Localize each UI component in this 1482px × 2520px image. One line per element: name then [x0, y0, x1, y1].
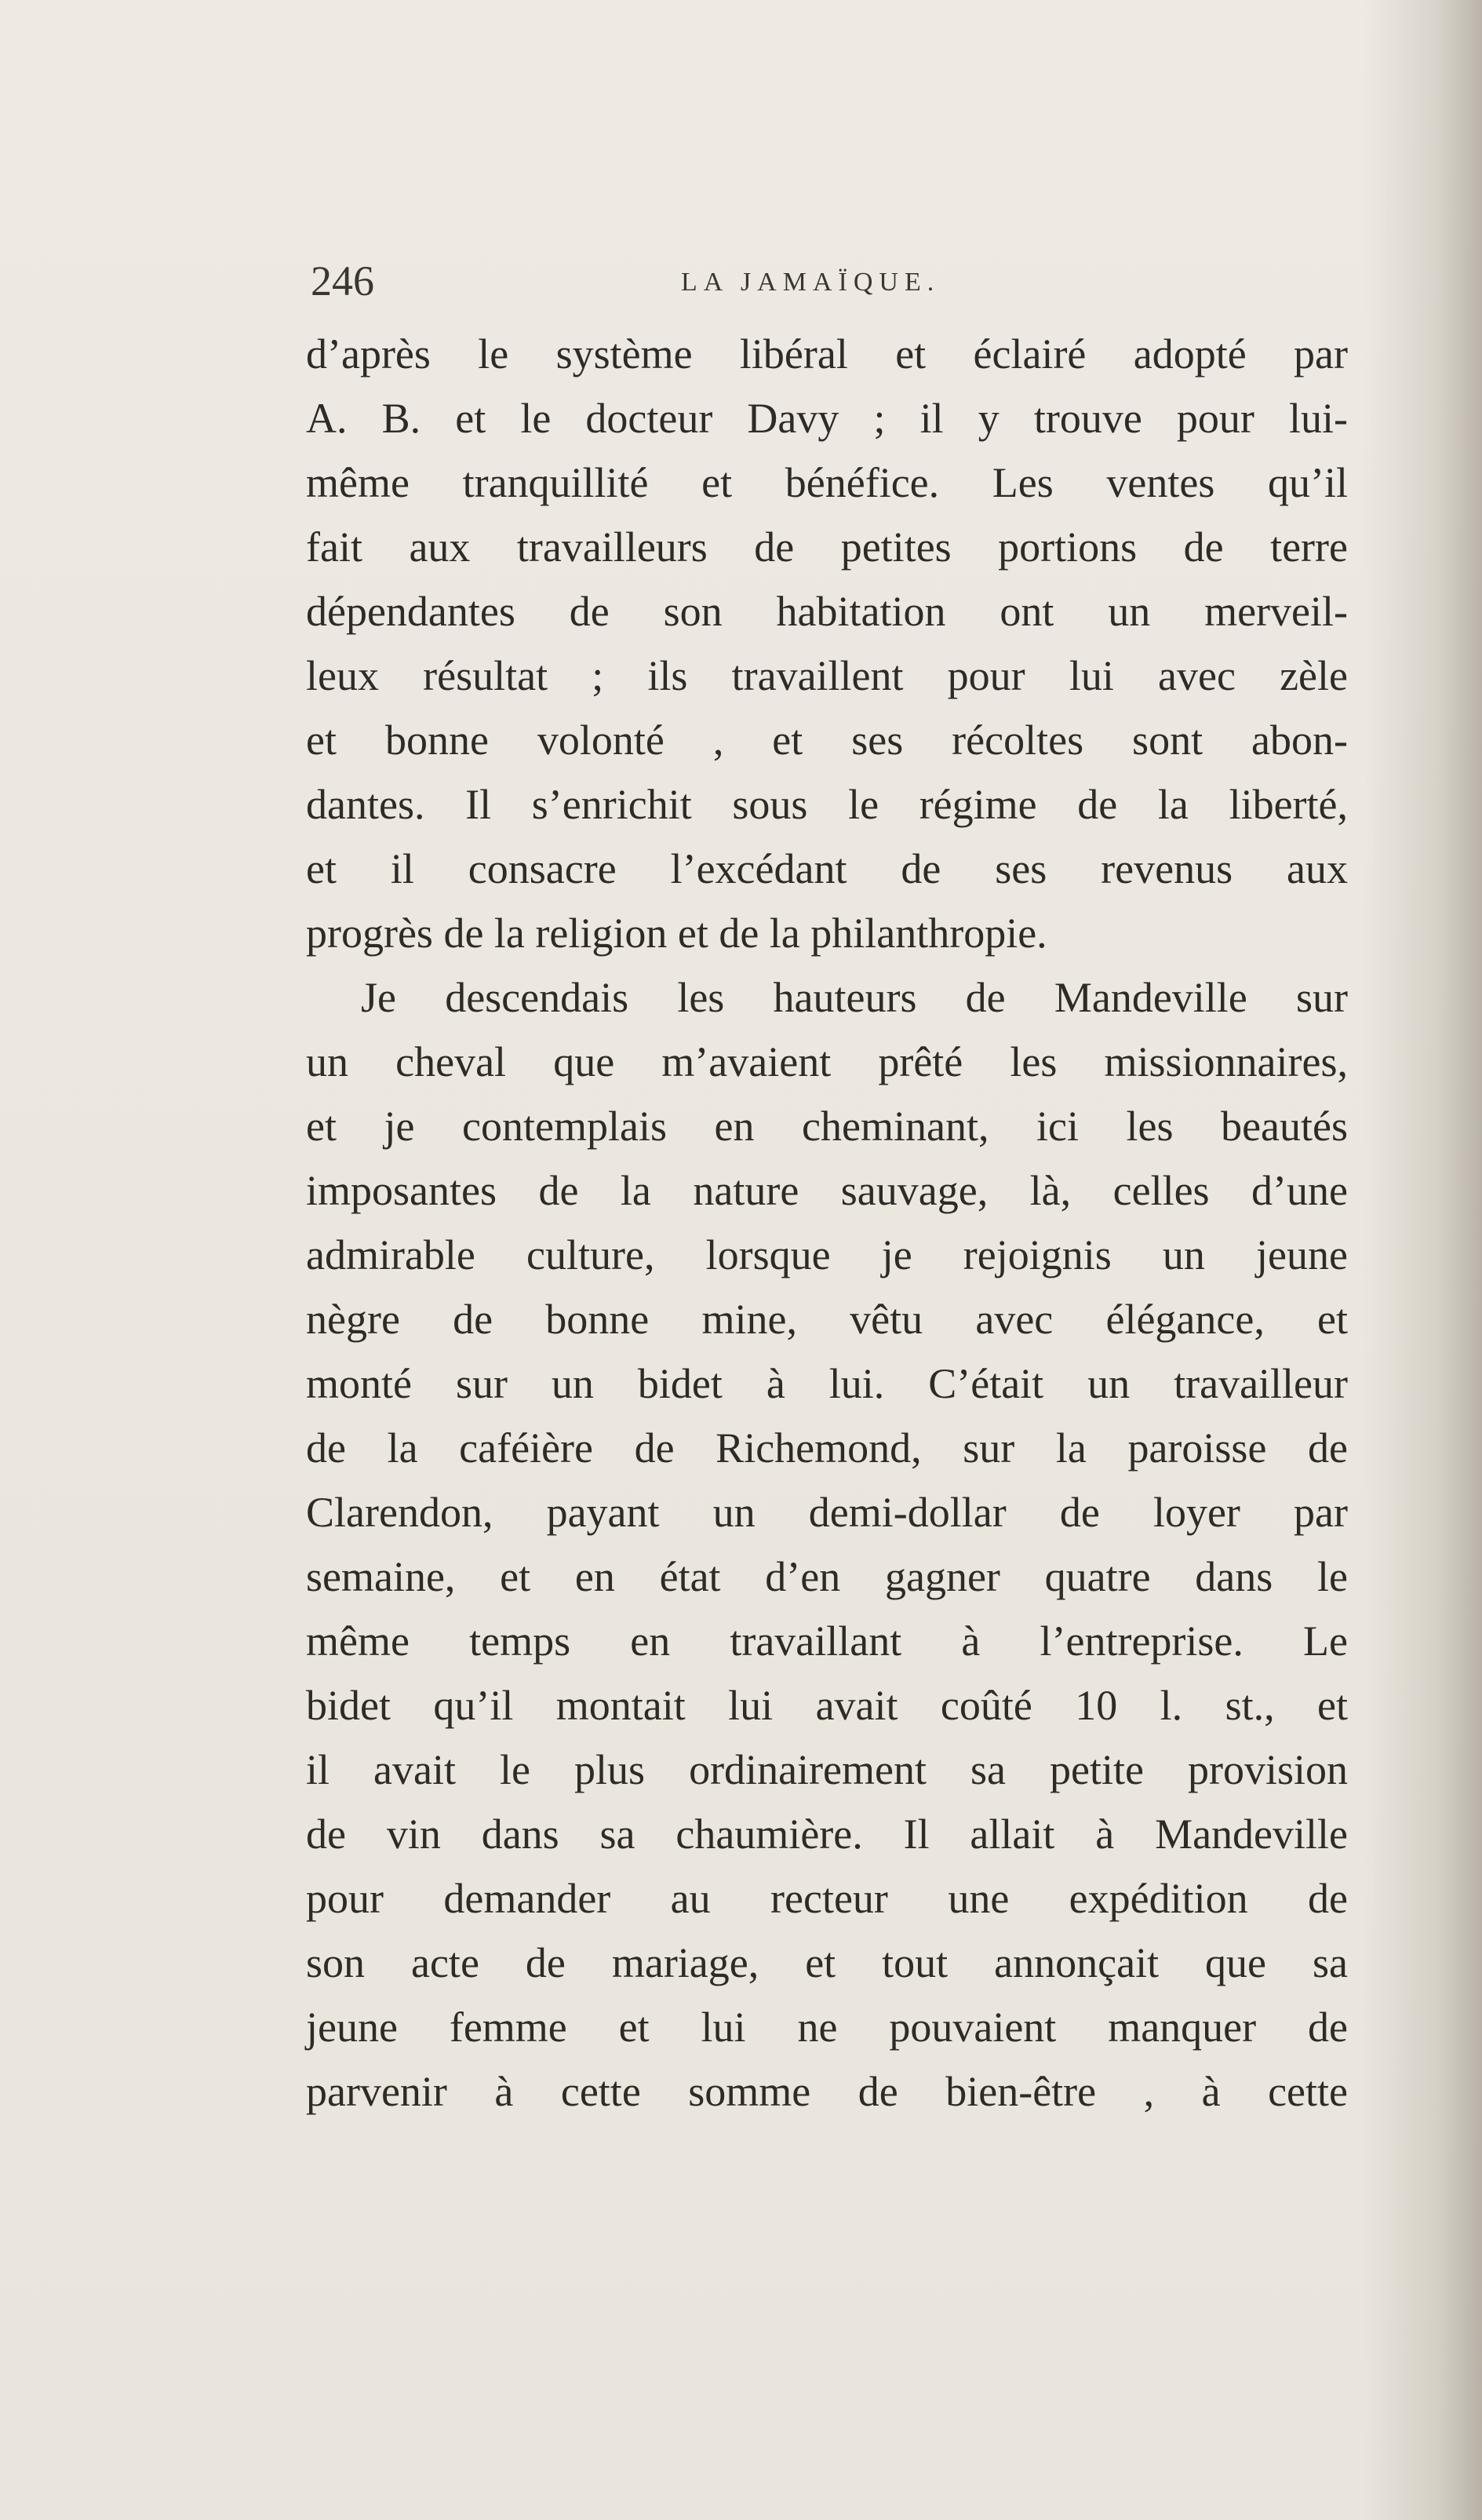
text-line: il avait le plus ordinairement sa petite provision — [306, 1746, 1348, 1793]
page-header — [311, 250, 1346, 312]
body-text — [306, 322, 1348, 2124]
text-line: leux résultat ; ils travaillent pour lui avec zèle — [306, 652, 1348, 699]
text-line: dantes. Il s’enrichit sous le régime de la liberté, — [306, 781, 1348, 828]
text-line: et je contemplais en cheminant, ici les beautés — [306, 1103, 1348, 1150]
text-line: d’après le système libéral et éclairé adopté par — [306, 330, 1348, 377]
text-line: semaine, et en état d’en gagner quatre dans le — [306, 1553, 1348, 1600]
text-line: Je descendais les hauteurs de Mandeville sur — [361, 974, 1348, 1021]
text-line: parvenir à cette somme de bien-être , à cette — [306, 2068, 1348, 2115]
text-line: monté sur un bidet à lui. C’était un travailleur — [306, 1360, 1348, 1407]
text-line: Clarendon, payant un demi-dollar de loyer par — [306, 1489, 1348, 1536]
text-line: fait aux travailleurs de petites portions de terre — [306, 523, 1348, 571]
text-line: pour demander au recteur une expédition de — [306, 1875, 1348, 1922]
text-line: même temps en travaillant à l’entreprise. Le — [306, 1617, 1348, 1665]
text-line: de vin dans sa chaumière. Il allait à Mandeville — [306, 1811, 1348, 1858]
text-line: progrès de la religion et de la philanthropie. — [306, 910, 1047, 957]
text-line: son acte de mariage, et tout annonçait que sa — [306, 1939, 1348, 1986]
text-line: un cheval que m’avaient prêté les missionnaires, — [306, 1038, 1348, 1085]
text-line: imposantes de la nature sauvage, là, celles d’une — [306, 1167, 1348, 1214]
text-line: et bonne volonté , et ses récoltes sont abon- — [306, 717, 1348, 764]
running-title: LA JAMAÏQUE. — [681, 268, 941, 297]
text-line: admirable culture, lorsque je rejoignis un jeune — [306, 1231, 1348, 1278]
text-line: et il consacre l’excédant de ses revenus aux — [306, 845, 1348, 892]
text-line: dépendantes de son habitation ont un merveil- — [306, 588, 1348, 635]
text-line: de la caféière de Richemond, sur la paroisse de — [306, 1424, 1348, 1472]
text-line: nègre de bonne mine, vêtu avec élégance, et — [306, 1296, 1348, 1343]
text-line: même tranquillité et bénéfice. Les ventes qu’il — [306, 459, 1348, 506]
page-number: 246 — [311, 257, 374, 305]
text-line: A. B. et le docteur Davy ; il y trouve pour lui- — [306, 395, 1348, 442]
text-line: jeune femme et lui ne pouvaient manquer de — [306, 2004, 1348, 2051]
text-line: bidet qu’il montait lui avait coûté 10 l. st., et — [306, 1682, 1348, 1729]
